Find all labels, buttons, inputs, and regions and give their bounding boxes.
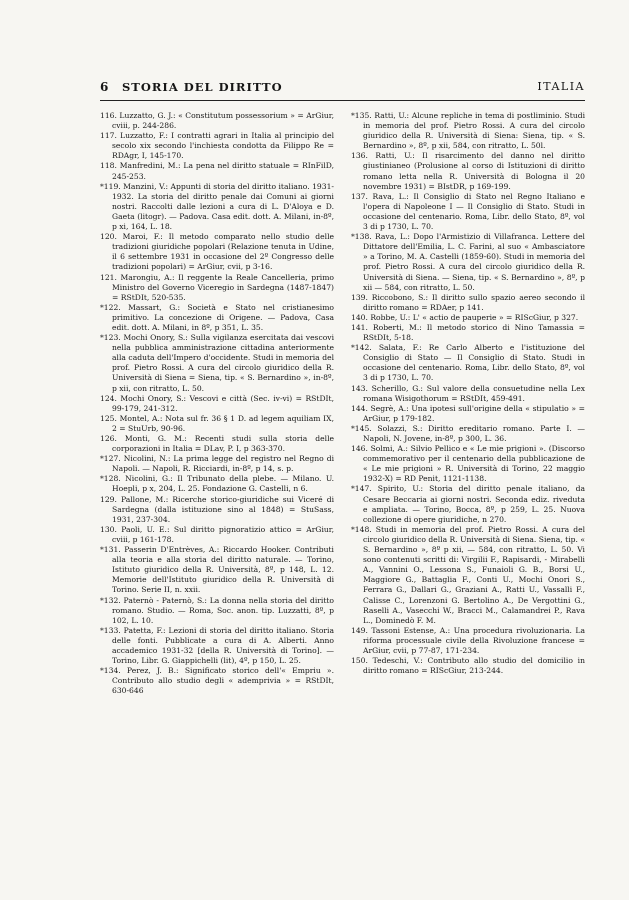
bibliography-entry: *132. Paternò - Paternò, S.: La donna nella storia del diritto romano. Studio. — Roma, Soc. anon. tip. Luzzatti, 8º, p 102, L. 10.: [100, 595, 334, 625]
running-title: STORIA DEL DIRITTO: [122, 80, 283, 94]
bibliography-entry: 146. Solmi, A.: Silvio Pellico e « Le mie prigioni ». (Discorso commemorativo per il centenario della pubblicazione de « Le mie prigioni » R. Università di Torino, 22 maggio 1932-X) = RD Penit, 1121-1138.: [351, 444, 585, 484]
bibliography-entry: 121. Marongiu, A.: Il reggente la Reale Cancelleria, primo Ministro del Governo Viceregio in Sardegna (1487-1847) = RStDIt, 520-535.: [100, 272, 334, 302]
bibliography-entry: 120. Maroi, F.: Il metodo comparato nello studio delle tradizioni giuridiche popolari (Relazione tenuta in Udine, il 6 settembre 1931 in occasione del 2º Congresso delle tradizioni popolari) = ArGiur, cvii, p 3-16.: [100, 232, 334, 272]
bibliography-entry: *148. Studi in memoria del prof. Pietro Rossi. A cura del circolo giuridico della R. Università di Siena. Siena, tip. « S. Bernardino », 8º p xii, — 584, con ritratto, L. 50. Vi sono contenuti scritti di: Virgilii F., Rapisardi, - Mirabelli A., Vannini O., Lessona S., Funaioli G. B., Borsi U., Maggiore G., Battaglia F., Conti U., Mochi Onori S., Ferrara G., Dallari G., Graziani A., Ratti U., Vassalli F., Calisse C., Lorenzoni G. Bertolino A., De Vergottini G., Raselli A., Vasecchi W., Bracci M., Calamandrei P., Rava L., Dominedò F. M.: [351, 524, 585, 625]
bibliography-entry: *127. Nicolini, N.: La prima legge del registro nel Regno di Napoli. — Napoli, R. Ricciardi, in-8º, p 14, s. p.: [100, 454, 334, 474]
left-column: [100, 111, 334, 696]
bibliography-entry: *135. Ratti, U.: Alcune repliche in tema di postliminio. Studi in memoria del prof. Pietro Rossi. A cura del circolo giuridico della R. Università di Siena: Siena, tip. « S. Bernardino », 8º, p xii, 584, con ritratto, L. 50l.: [351, 111, 585, 151]
bibliography-entry: *138. Rava, L.: Dopo l'Armistizio di Villafranca. Lettere del Dittatore dell'Emilia, L. C. Farini, al suo « Ambasciatore » a Torino, M. A. Castelli (1859-60). Studi in memoria del prof. Pietro Rossi. A cura del circolo giuridico della R. Università di Siena. — Siena, tip. « S. Bernardino », 8º, p xii — 584, con ritratto, L. 50.: [351, 232, 585, 292]
bibliography-entry: *122. Massart, G.: Società e Stato nel cristianesimo primitivo. La concezione di Origene. — Padova, Casa edit. dott. A. Milani, in 8º, p 351, L. 35.: [100, 302, 334, 332]
bibliography-entry: 137. Rava, L.: Il Consiglio di Stato nel Regno Italiano e l'opera di Napoleone I — Il Consiglio di Stato. Studi in occasione del centenario. Roma, Libr. dello Stato, 8º, vol 3 di p 1730, L. 70.: [351, 191, 585, 232]
section-label: ITALIA: [537, 80, 585, 93]
bibliography-entry: *128. Nicolini, G.: Il Tribunato della plebe. — Milano. U. Hoepli, p x, 204, L. 25. Fondazione G. Castelli, n 6.: [100, 474, 334, 494]
right-column: [351, 111, 585, 696]
entry-columns: [100, 111, 585, 696]
bibliography-entry: 149. Tassoni Estense, A.: Una procedura rivoluzionaria. La riforma processuale civile della Rivoluzione francese = ArGiur, cvii, p 77-87, 171-234.: [351, 625, 585, 655]
bibliography-entry: 130. Paoli, U. E.: Sul diritto pignoratizio attico = ArGiur, cviii, p 161-178.: [100, 524, 334, 544]
bibliography-entry: 143. Scherillo, G.: Sul valore della consuetudine nella Lex romana Wisigothorum = RStDIt, 459-491.: [351, 383, 585, 403]
bibliography-entry: 144. Segrè, A.: Una ipotesi sull'origine della « stipulatio » = ArGiur, p 179-182.: [351, 403, 585, 423]
bibliography-entry: *142. Salata, F.: Re Carlo Alberto e l'istituzione del Consiglio di Stato — Il Consiglio di Stato. Studi in occasione del centenario. Roma, Libr. dello Stato, 8º, vol 3 di p 1730, L. 70.: [351, 343, 585, 383]
bibliography-entry: 136. Ratti, U.: Il risarcimento del danno nel diritto giustinianeo (Prolusione al corso di Istituzioni di diritto romano letta nella R. Università di Bologna il 20 novembre 1931) = BIstDR, p 169-199.: [351, 151, 585, 191]
bibliography-entry: 125. Montel, A.: Nota sul fr. 36 § 1 D. ad legem aquiliam IX, 2 = StuUrb, 90-96.: [100, 413, 334, 433]
bibliography-entry: *134. Perez, J. B.: Significato storico dell'« Empriu ». Contributo allo studio degli « ademprivia » = RStDIt, 630-646: [100, 666, 334, 696]
bibliography-entry: *123. Mochi Onory, S.: Sulla vigilanza esercitata dai vescovi nella pubblica amministrazione cittadina anteriormente alla caduta dell'Impero d'occidente. Studi in memoria del prof. Pietro Rossi. A cura del circolo giuridico della R. Università di Siena = Siena, tip. « S. Bernardino », in-8º, p xii, con ritratto, L. 50.: [100, 333, 334, 393]
bibliography-entry: *119. Manzini, V.: Appunti di storia del diritto italiano. 1931-1932. La storia del diritto penale dai Comuni ai giorni nostri. Raccolti dalle lezioni a cura di L. D'Aloya e D. Gaeta (litogr). — Padova. Casa edit. dott. A. Milani, in-8º, p xi, 164, L. 18.: [100, 181, 334, 232]
bibliography-entry: 118. Manfredini, M.: La pena nel diritto statuale = RInFilD, 245-253.: [100, 161, 334, 181]
running-header: [100, 78, 585, 101]
bibliography-entry: 140. Robbe, U.: L' « actio de pauperie » = RIScGiur, p 327.: [351, 312, 579, 322]
bibliography-entry: *147. Spirito, U.: Storia del diritto penale italiano, da Cesare Beccaria ai giorni nostri. Seconda ediz. riveduta e ampliata. — Torino, Bocca, 8º, p 259, L. 25. Nuova collezione di opere giuridiche, n 270.: [351, 484, 585, 524]
bibliography-entry: 116. Luzzatto, G. J.: « Constitutum possessorium » = ArGiur, cviii, p. 244-286.: [100, 111, 334, 131]
page-number: 6: [100, 80, 109, 94]
bibliography-entry: 139. Riccobono, S.: Il diritto sullo spazio aereo secondo il diritto romano = RDAer, p 141.: [351, 292, 585, 312]
bibliography-entry: 129. Pallone, M.: Ricerche storico-giuridiche sui Viceré di Sardegna (dalla istituzione sino al 1848) = StuSass, 1931, 237-304.: [100, 494, 334, 524]
bibliography-entry: *131. Passerin D'Entrèves, A.: Riccardo Hooker. Contributi alla teoria e alla storia del diritto naturale. — Torino, Istituto giuridico della R. Università, 8º, p 148, L. 12. Memorie dell'Istituto giuridico della R. Università di Torino. Serie II, n. xxii.: [100, 545, 334, 595]
bibliography-entry: 117. Luzzatto, F.: I contratti agrari in Italia al principio del secolo xix secondo l'inchiesta condotta da Filippo Re = RDAgr, I, 145-170.: [100, 131, 334, 161]
bibliography-entry: 124. Mochi Onory, S.: Vescovi e città (Sec. iv-vi) = RStDIt, 99-179, 241-312.: [100, 393, 334, 413]
bibliography-entry: 150. Tedeschi, V.: Contributo allo studio del domicilio in diritto romano = RIScGiur, 213-244.: [351, 656, 585, 676]
bibliography-entry: 126. Monti, G. M.: Recenti studi sulla storia delle corporazioni in Italia = DLav, P. I, p 363-370.: [100, 434, 334, 454]
bibliography-entry: *133. Patetta, F.: Lezioni di storia del diritto italiano. Storia delle fonti. Pubblicate a cura di A. Alberti. Anno accademico 1931-32 [della R. Università di Torino]. — Torino, Libr. G. Giappichelli (lit), 4º, p 150, L. 25.: [100, 625, 334, 666]
bibliography-entry: 141. Roberti, M.: Il metodo storico di Nino Tamassia = RStDIt, 5-18.: [351, 322, 585, 343]
bibliography-entry: *145. Solazzi, S.: Diritto ereditario romano. Parte I. — Napoli, N. Jovene, in-8º, p 300, L. 36.: [351, 423, 585, 443]
